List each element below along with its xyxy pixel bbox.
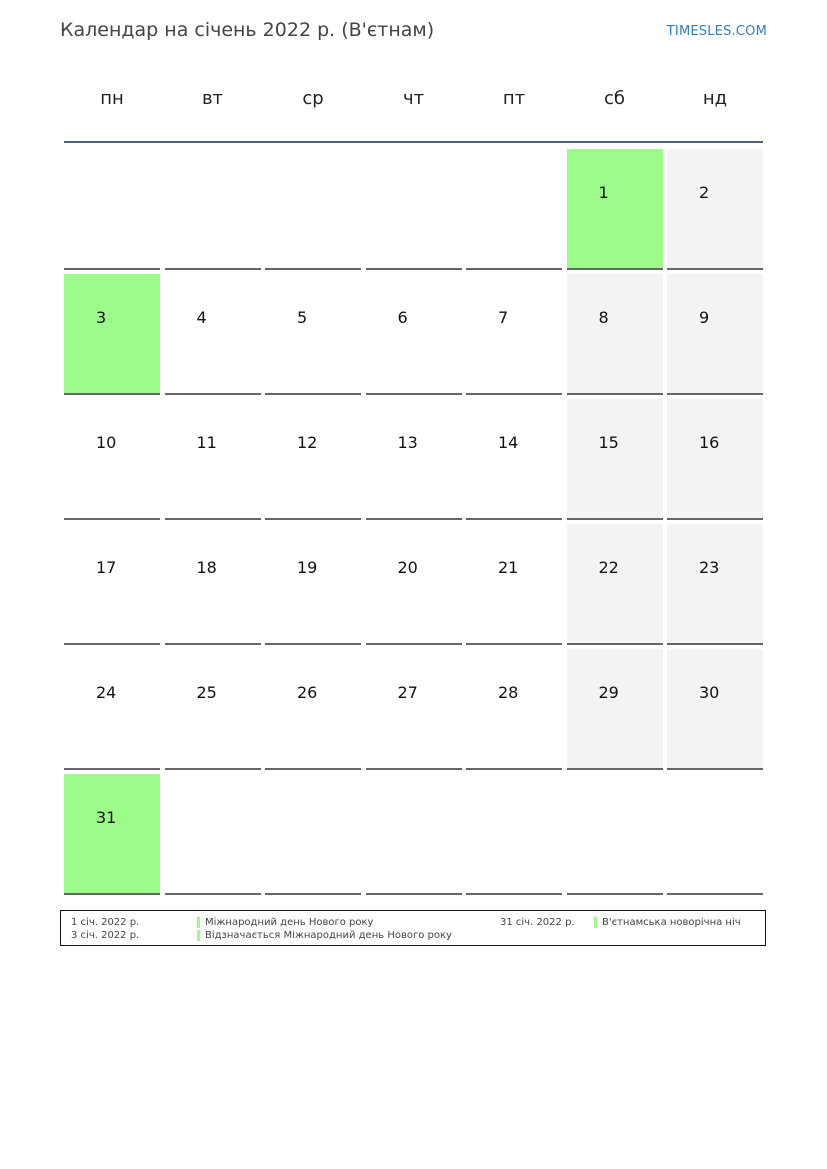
legend-name: Міжнародний день Нового року <box>205 917 374 928</box>
day-number: 27 <box>397 683 418 702</box>
day-number: 26 <box>297 683 318 702</box>
day-cell-31[interactable] <box>64 774 160 895</box>
empty-day-cell <box>366 774 462 895</box>
day-number: 10 <box>96 433 117 452</box>
legend-date: 31 січ. 2022 р. <box>500 917 575 928</box>
day-cell-9[interactable] <box>667 274 763 395</box>
day-number: 30 <box>699 683 720 702</box>
day-cell-11[interactable] <box>165 399 261 520</box>
day-number: 4 <box>196 308 207 327</box>
day-number: 25 <box>196 683 217 702</box>
day-cell-4[interactable] <box>165 274 261 395</box>
day-cell-13[interactable] <box>366 399 462 520</box>
empty-day-cell <box>265 149 361 270</box>
legend-name: Відзначається Міжнародний день Нового року <box>205 930 452 941</box>
day-cell-6[interactable] <box>366 274 462 395</box>
header-divider <box>64 141 763 143</box>
legend-item <box>71 916 374 929</box>
day-number: 15 <box>598 433 619 452</box>
day-cell-30[interactable] <box>667 649 763 770</box>
empty-day-cell <box>667 774 763 895</box>
empty-day-cell <box>466 774 562 895</box>
day-number: 7 <box>498 308 509 327</box>
day-number: 24 <box>96 683 117 702</box>
day-number: 31 <box>96 808 117 827</box>
legend-color-marker <box>197 930 200 941</box>
day-number: 1 <box>598 183 609 202</box>
site-link[interactable]: TIMESLES.COM <box>666 24 767 39</box>
day-number: 9 <box>699 308 710 327</box>
day-cell-10[interactable] <box>64 399 160 520</box>
day-number: 19 <box>297 558 318 577</box>
empty-day-cell <box>265 774 361 895</box>
weekday-thu: чт <box>402 88 425 109</box>
day-number: 17 <box>96 558 117 577</box>
page-title: Календар на січень 2022 р. (В'єтнам) <box>60 19 435 41</box>
day-number: 13 <box>397 433 418 452</box>
day-number: 6 <box>397 308 408 327</box>
legend-date: 3 січ. 2022 р. <box>71 930 140 941</box>
empty-day-cell <box>64 149 160 270</box>
day-cell-28[interactable] <box>466 649 562 770</box>
empty-day-cell <box>165 774 261 895</box>
day-number: 22 <box>598 558 619 577</box>
day-number: 5 <box>297 308 308 327</box>
day-cell-15[interactable] <box>567 399 663 520</box>
day-cell-25[interactable] <box>165 649 261 770</box>
day-cell-19[interactable] <box>265 524 361 645</box>
day-number: 11 <box>196 433 217 452</box>
day-number: 18 <box>196 558 217 577</box>
weekday-tue: вт <box>201 88 224 109</box>
day-cell-3[interactable] <box>64 274 160 395</box>
weekday-sun: нд <box>702 88 728 109</box>
day-number: 3 <box>96 308 107 327</box>
empty-day-cell <box>567 774 663 895</box>
day-cell-26[interactable] <box>265 649 361 770</box>
empty-day-cell <box>466 149 562 270</box>
day-cell-21[interactable] <box>466 524 562 645</box>
day-cell-24[interactable] <box>64 649 160 770</box>
day-cell-8[interactable] <box>567 274 663 395</box>
calendar-grid <box>64 149 763 895</box>
legend-date: 1 січ. 2022 р. <box>71 917 140 928</box>
day-number: 29 <box>598 683 619 702</box>
day-number: 23 <box>699 558 720 577</box>
day-cell-1[interactable] <box>567 149 663 270</box>
day-number: 20 <box>397 558 418 577</box>
day-cell-7[interactable] <box>466 274 562 395</box>
legend-item <box>71 929 471 942</box>
legend-item <box>500 916 760 929</box>
day-cell-12[interactable] <box>265 399 361 520</box>
weekday-fri: пт <box>502 88 526 109</box>
day-cell-27[interactable] <box>366 649 462 770</box>
empty-day-cell <box>165 149 261 270</box>
day-number: 2 <box>699 183 710 202</box>
day-number: 28 <box>498 683 519 702</box>
day-cell-2[interactable] <box>667 149 763 270</box>
empty-day-cell <box>366 149 462 270</box>
day-cell-18[interactable] <box>165 524 261 645</box>
day-cell-5[interactable] <box>265 274 361 395</box>
weekday-header-row <box>64 88 763 120</box>
day-number: 8 <box>598 308 609 327</box>
day-cell-23[interactable] <box>667 524 763 645</box>
day-cell-20[interactable] <box>366 524 462 645</box>
day-cell-17[interactable] <box>64 524 160 645</box>
holiday-legend <box>60 910 766 946</box>
legend-color-marker <box>594 917 597 928</box>
weekday-wed: ср <box>302 88 324 109</box>
day-cell-22[interactable] <box>567 524 663 645</box>
day-cell-16[interactable] <box>667 399 763 520</box>
day-number: 14 <box>498 433 519 452</box>
weekday-sat: сб <box>604 88 625 109</box>
weekday-mon: пн <box>100 88 124 109</box>
legend-color-marker <box>197 917 200 928</box>
day-number: 16 <box>699 433 720 452</box>
day-cell-14[interactable] <box>466 399 562 520</box>
day-number: 21 <box>498 558 519 577</box>
day-number: 12 <box>297 433 318 452</box>
legend-name: В'єтнамська новорічна ніч <box>602 917 741 928</box>
day-cell-29[interactable] <box>567 649 663 770</box>
